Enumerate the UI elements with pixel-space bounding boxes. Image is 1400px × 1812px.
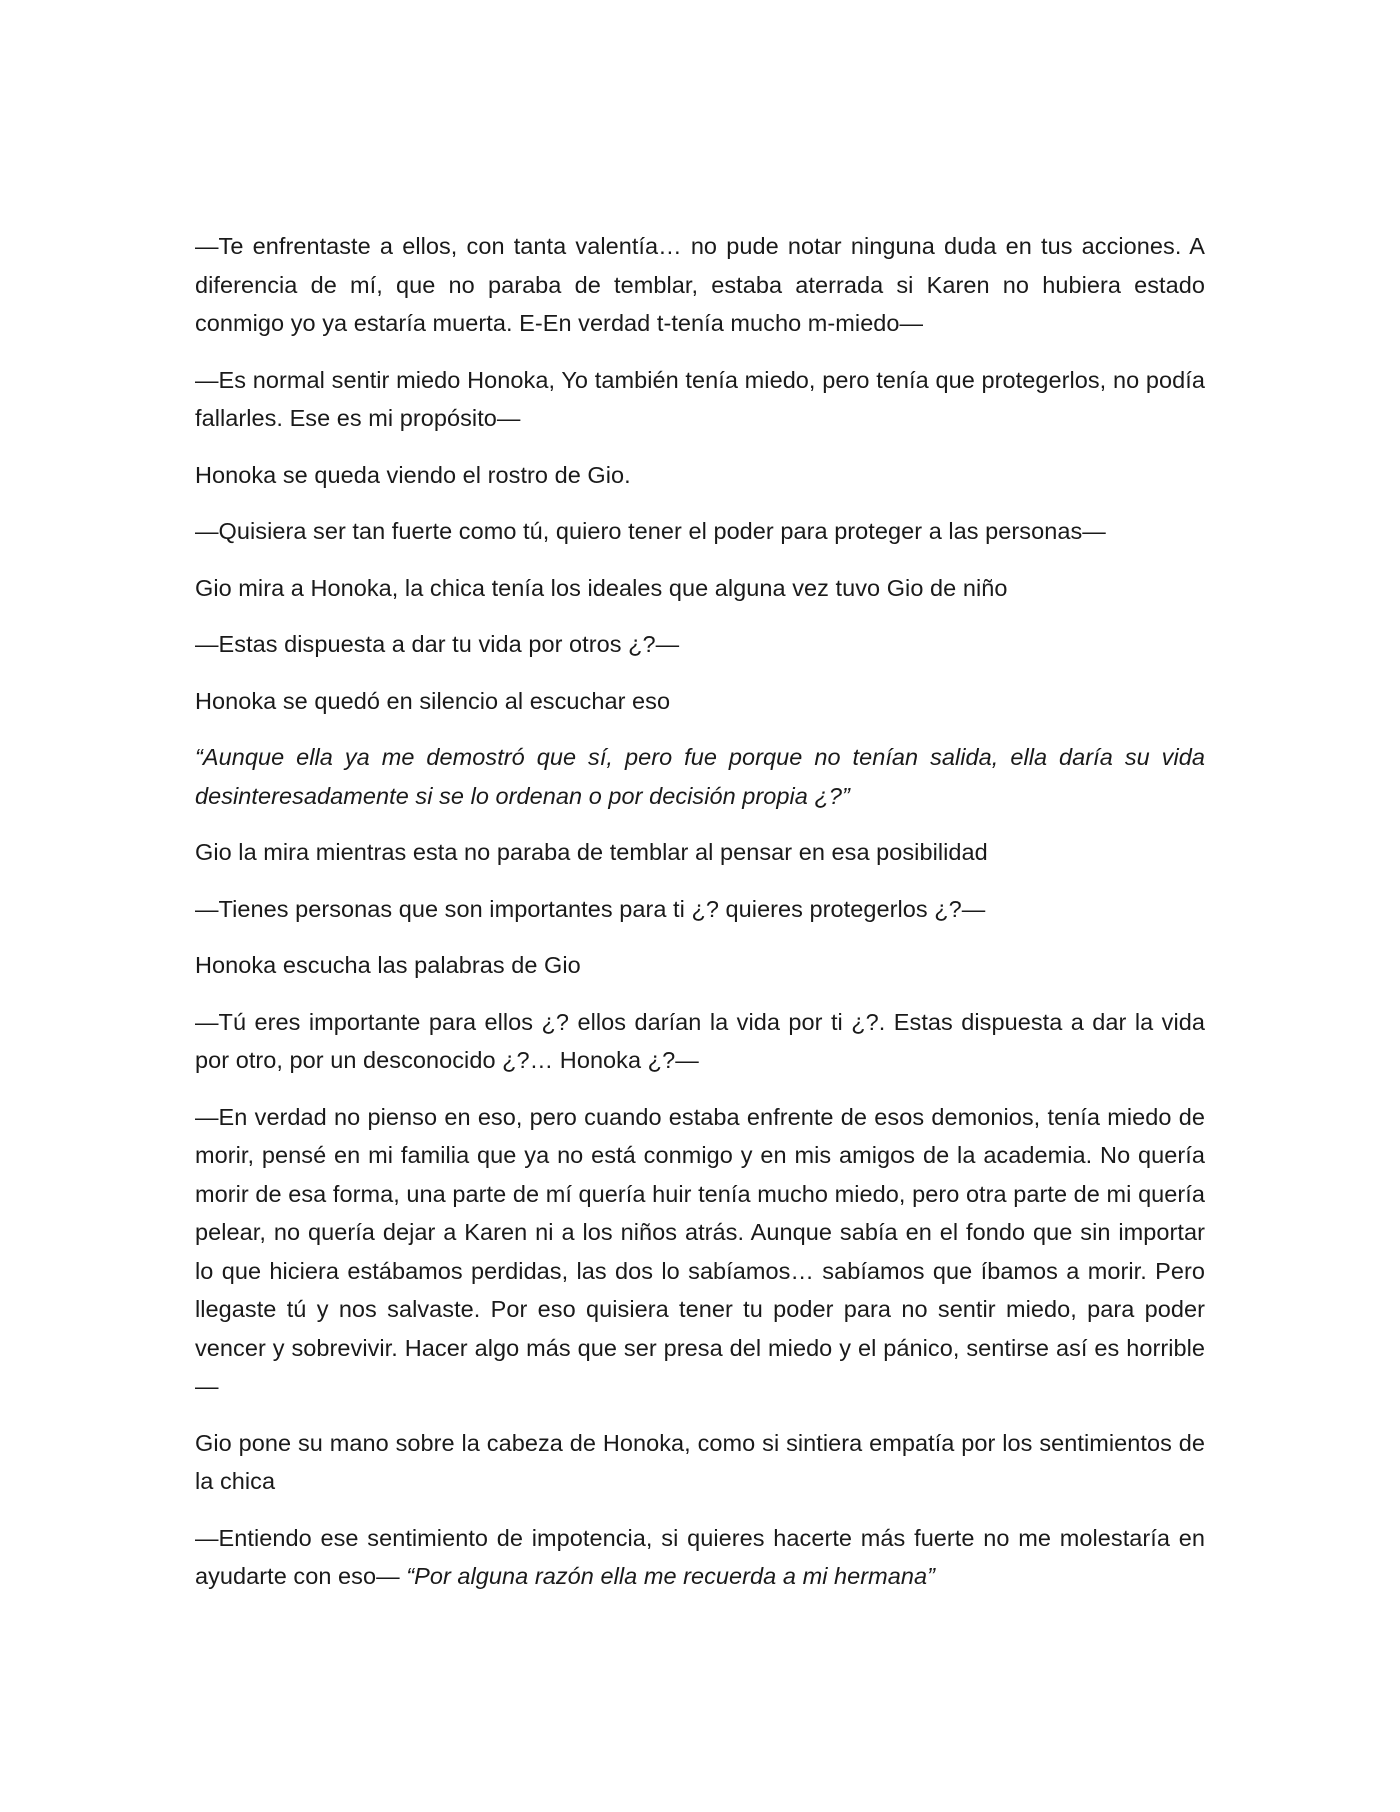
paragraph-15-dialogue: —Entiendo ese sentimiento de impotencia, si quieres hacerte más fuerte no me molestaría en ayudarte con eso— bbox=[195, 1524, 1205, 1589]
paragraph-14: Gio pone su mano sobre la cabeza de Honoka, como si sintiera empatía por los sentimientos de la chica bbox=[195, 1429, 1205, 1494]
paragraph-15-thought: “Por alguna razón ella me recuerda a mi hermana” bbox=[406, 1563, 936, 1589]
paragraph-13: —En verdad no pienso en eso, pero cuando estaba enfrente de esos demonios, tenía miedo de morir, pensé en mi familia que ya no está conmigo y en mis amigos de la academia. No quería morir de esa forma, una parte de mí quería huir tenía mucho miedo, pero otra parte de mi quería pelear, no quería dejar a Karen ni a los niños atrás. Aunque sabía en el fondo que sin importar lo que hiciera estábamos perdidas, las dos lo sabíamos… sabíamos que íbamos a morir. Pero llegaste tú y nos salvaste. Por eso quisiera tener tu poder para no sentir miedo, para poder vencer y sobrevivir. Hacer algo más que ser presa del miedo y el pánico, sentirse así es horrible— bbox=[195, 1103, 1205, 1399]
paragraph-6: —Estas dispuesta a dar tu vida por otros ¿?— bbox=[195, 631, 680, 657]
paragraph-5: Gio mira a Honoka, la chica tenía los ideales que alguna vez tuvo Gio de niño bbox=[195, 574, 1008, 601]
paragraph-2: —Es normal sentir miedo Honoka, Yo también tenía miedo, pero tenía que protegerlos, no podía fallarles. Ese es mi propósito— bbox=[195, 366, 1205, 431]
paragraph-11: Honoka escucha las palabras de Gio bbox=[195, 952, 581, 978]
paragraph-3: Honoka se queda viendo el rostro de Gio. bbox=[195, 461, 631, 488]
body-text bbox=[195, 227, 1205, 1614]
paragraph-10: —Tienes personas que son importantes para ti ¿? quieres protegerlos ¿?— bbox=[195, 895, 986, 922]
paragraph-9: Gio la mira mientras esta no paraba de temblar al pensar en esa posibilidad bbox=[195, 839, 988, 865]
paragraph-15 bbox=[195, 1519, 1205, 1596]
paragraph-7: Honoka se quedó en silencio al escuchar eso bbox=[195, 687, 671, 714]
paragraph-12: —Tú eres importante para ellos ¿? ellos darían la vida por ti ¿?. Estas dispuesta a dar la vida por otro, por un desconocido ¿?… Honoka ¿?— bbox=[195, 1008, 1205, 1073]
paragraph-4: —Quisiera ser tan fuerte como tú, quiero tener el poder para proteger a las personas— bbox=[195, 518, 1106, 544]
paragraph-1: —Te enfrentaste a ellos, con tanta valentía… no pude notar ninguna duda en tus acciones. A diferencia de mí, que no paraba de temblar, estaba aterrada si Karen no hubiera estado conmigo yo ya estaría muerta. E-En verdad t-tenía mucho m-miedo— bbox=[195, 233, 1205, 336]
paragraph-8-thought: “Aunque ella ya me demostró que sí, pero fue porque no tenían salida, ella daría su vida desinteresadamente si se lo ordenan o por decisión propia ¿?” bbox=[195, 744, 1205, 809]
